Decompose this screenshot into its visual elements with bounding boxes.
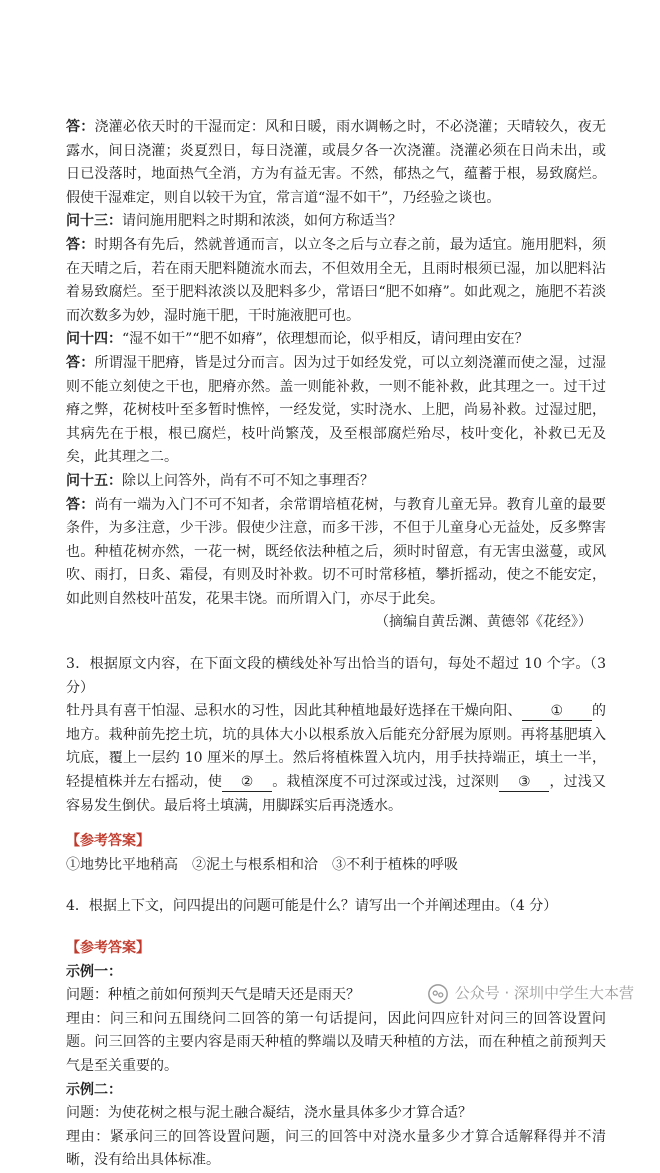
answer-15 [66, 494, 606, 612]
answer-3-text: ①地势比平地稍高 ②泥土与根系相和洽 ③不利于植株的呼吸 [66, 856, 458, 873]
fill-blank-2: ② [222, 773, 272, 792]
answer-text: 尚有一端为入门不可不知者，余常谓培植花树，与教育儿童无异。教育儿童的最要条件，为多注意，少干涉。假使少注意，而多干涉，不但于儿童身心无益处，反多弊害也。种植花树亦然，一花一树，既经依法种植之后，须时时留意，有无害虫滋蔓，或风吹、雨打，日炙、霜侵，有则及时补救。切不可时常移植，攀折摇动，使之不能安定，如此则自然枝叶茁发，花果丰饶。而所谓入门，亦尽于此矣。 [66, 496, 607, 607]
watermark [427, 982, 634, 1006]
fill-blank-1: ① [522, 702, 592, 721]
wechat-icon [427, 983, 449, 1005]
passage-text: 。栽植深度不可过深或过浅，过深则 [272, 774, 500, 791]
example-1-question: 问题：种植之前如何预判天气是晴天还是雨天？ [66, 987, 360, 1004]
answer-label: 答： [66, 236, 95, 253]
watermark-text: 公众号 · 深圳中学生大本营 [454, 984, 634, 1003]
question-text: 请问施用肥料之时期和浓淡，如何方称适当？ [122, 213, 402, 230]
answer-12 [66, 116, 606, 210]
question-label: 问十三： [66, 213, 122, 230]
question-text: “湿不如干”“肥不如瘠”，依理想而论，似乎相反，请问理由安在？ [122, 331, 529, 348]
answer-heading-3: 【参考答案】 [66, 833, 150, 850]
question-3-passage [66, 700, 606, 818]
answer-text: 所谓湿干肥瘠，皆是过分而言。因为过于如经发党，可以立刻浇灌而使之湿，过湿则不能立刻使之干也，肥瘠亦然。盖一则能补救，一则不能补救，此其理之一。过干过瘠之弊，花树枝叶至多暂时憔悴，一经发觉，实时浇水、上肥，尚易补救。过湿过肥，其病先在于根，根已腐烂，枝叶尚繁茂，及至根部腐烂殆尽，枝叶变化，补救已无及矣，此其理之二。 [66, 354, 607, 466]
passage-text: 牡丹具有喜干怕湿、忌积水的习性，因此其种植地最好选择在干燥向阳、 [66, 703, 522, 720]
question-15 [66, 470, 606, 494]
example-2-reason: 理由：紧承问三的回答设置问题，问三的回答中对浇水量多少才算合适解释得并不清晰，没有给出具体标准。 [66, 1128, 606, 1169]
answer-label: 答： [66, 496, 95, 513]
question-4-prompt: 4．根据上下文，问四提出的问题可能是什么？请写出一个并阐述理由。（4 分） [66, 898, 558, 915]
question-label: 问十五： [66, 472, 122, 489]
example-2-label: 示例二： [66, 1081, 122, 1098]
answer-14 [66, 352, 606, 470]
question-13 [66, 210, 606, 234]
fill-blank-3: ③ [499, 773, 549, 792]
answer-heading-4: 【参考答案】 [66, 940, 150, 956]
passage-text: 的地方。栽种前先挖土坑，坑的具体大小以根系放入后能充分舒展为原则。再将基肥填入坑底，覆上一层约 10 厘米的厚土。然后将植株置入坑内，用手扶持端正，填土一半，轻提植株并左右摇动，使 [66, 703, 607, 791]
passage-text: ，过浅又容易发生倒伏。最后将土填满，用脚踩实后再浇透水。 [66, 774, 606, 814]
question-3-prompt: 3．根据原文内容，在下面文段的横线处补写出恰当的语句，每处不超过 10 个字。（3 分） [66, 656, 606, 696]
answer-label: 答： [66, 119, 95, 135]
answer-13 [66, 234, 606, 328]
question-text: 除以上问答外，尚有不可不知之事理否？ [122, 472, 374, 489]
document-content [66, 116, 606, 1173]
example-2-question: 问题：为使花树之根与泥土融合凝结，浇水量具体多少才算合适？ [66, 1105, 472, 1122]
answer-text: 浇灌必依天时的干湿而定：风和日暖，雨水调畅之时，不必浇灌；天晴较久，夜无露水，间日浇灌；炎夏烈日，每日浇灌，或晨夕各一次浇灌。浇灌必须在日尚未出，或日已没落时，地面热气全消，方为有益无害。不然，郁热之气，蕴蓄于根，易致腐烂。假使干湿难定，则自以较干为宜，常言道“湿不如干”，乃经验之谈也。 [66, 119, 607, 206]
example-1-label: 示例一： [66, 963, 122, 980]
answer-text: 时期各有先后，然就普通而言，以立冬之后与立春之前，最为适宜。施用肥料，须在天晴之后，若在雨天肥料随流水而去，不但效用全无，且雨时根须已湿，加以肥料沾着易致腐烂。至于肥料浓淡以及肥料多少，常语曰“肥不如瘠”。如此观之，施肥不若淡而次数多为妙，湿时施干肥，干时施液肥可也。 [66, 236, 607, 324]
example-1-reason: 理由：问三和问五围绕问二回答的第一句话提问，因此问四应针对问三的回答设置问题。问三回答的主要内容是雨天种植的弊端以及晴天种植的方法，而在种植之前预判天气是至关重要的。 [66, 1010, 606, 1074]
question-label: 问十四： [66, 331, 122, 348]
answer-label: 答： [66, 354, 95, 371]
source-citation: （摘编自黄岳渊、黄德邻《花经》） [375, 614, 592, 631]
question-14 [66, 328, 606, 352]
